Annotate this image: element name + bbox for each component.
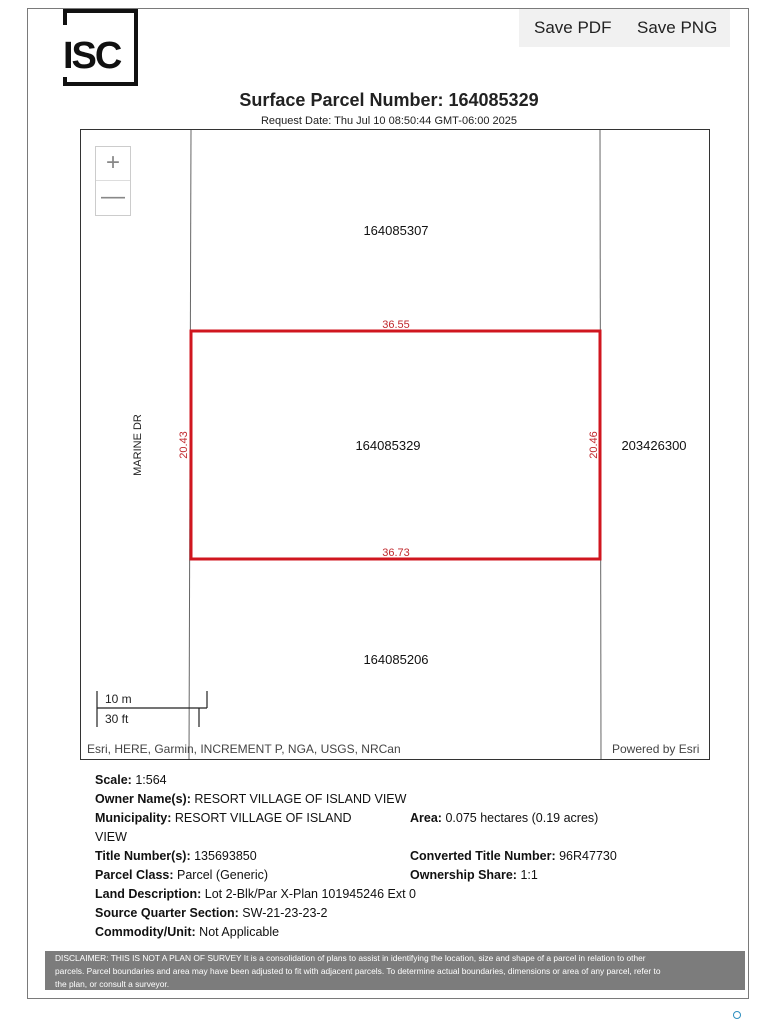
detail-owner bbox=[95, 792, 406, 806]
source-quarter-label: Source Quarter Section: bbox=[95, 906, 239, 920]
area-value: 0.075 hectares (0.19 acres) bbox=[445, 811, 599, 825]
parcel-label-south: 164085206 bbox=[363, 652, 429, 667]
map-attribution[interactable]: Esri, HERE, Garmin, INCREMENT P, NGA, USGS, NRCan bbox=[87, 742, 401, 756]
owner-value: RESORT VILLAGE OF ISLAND VIEW bbox=[194, 792, 407, 806]
detail-title-number bbox=[95, 849, 257, 863]
municipality-label: Municipality: bbox=[95, 811, 172, 825]
save-png-button[interactable]: Save PNG bbox=[637, 18, 718, 37]
detail-ownership-share bbox=[410, 868, 538, 882]
converted-title-value: 96R47730 bbox=[559, 849, 617, 863]
detail-commodity bbox=[95, 925, 279, 939]
zoom-in-button[interactable]: + bbox=[96, 147, 130, 181]
commodity-label: Commodity/Unit: bbox=[95, 925, 196, 939]
zoom-control bbox=[95, 146, 131, 216]
detail-source-quarter bbox=[95, 906, 328, 920]
detail-municipality bbox=[95, 811, 352, 825]
page-title: Surface Parcel Number: 164085329 bbox=[239, 90, 539, 110]
detail-scale bbox=[95, 773, 167, 787]
detail-converted-title bbox=[410, 849, 617, 863]
dimension-top: 36.55 bbox=[382, 319, 410, 331]
parcel-label-center: 164085329 bbox=[355, 438, 421, 453]
land-description-value: Lot 2-Blk/Par X-Plan 101945246 Ext 0 bbox=[204, 887, 416, 901]
converted-title-label: Converted Title Number: bbox=[410, 849, 556, 863]
save-toolbar bbox=[519, 9, 730, 47]
map-pin-icon bbox=[733, 1011, 741, 1019]
detail-parcel-class bbox=[95, 868, 268, 882]
parcel-label-north: 164085307 bbox=[363, 223, 429, 238]
municipality-value-1: RESORT VILLAGE OF ISLAND bbox=[174, 811, 352, 825]
zoom-out-button[interactable]: — bbox=[101, 183, 125, 210]
municipality-value-2: VIEW bbox=[95, 830, 127, 844]
parcel-class-label: Parcel Class: bbox=[95, 868, 174, 882]
area-label: Area: bbox=[410, 811, 442, 825]
land-description-label: Land Description: bbox=[95, 887, 202, 901]
title-number-value: 135693850 bbox=[194, 849, 257, 863]
parcel-label-east: 203426300 bbox=[621, 438, 687, 453]
source-quarter-value: SW-21-23-23-2 bbox=[242, 906, 328, 920]
detail-area bbox=[410, 811, 598, 825]
isc-logo: ISC bbox=[63, 9, 138, 86]
commodity-value: Not Applicable bbox=[199, 925, 280, 939]
scale-label: Scale: bbox=[95, 773, 132, 787]
ownership-share-value: 1:1 bbox=[520, 868, 538, 882]
scale-value: 1:564 bbox=[135, 773, 167, 787]
disclaimer-box bbox=[45, 951, 745, 990]
detail-land-description bbox=[95, 887, 416, 901]
parcel-class-value: Parcel (Generic) bbox=[177, 868, 269, 882]
scale-bar bbox=[97, 691, 207, 727]
disclaimer-line-1: DISCLAIMER: THIS IS NOT A PLAN OF SURVEY It is a consolidation of plans to assist in identifying the location, size and shape of a parcel in relation to other bbox=[55, 953, 646, 963]
detail-municipality-cont bbox=[95, 830, 127, 844]
dimension-right: 20.46 bbox=[588, 431, 600, 459]
title-number-label: Title Number(s): bbox=[95, 849, 191, 863]
dimension-bottom: 36.73 bbox=[382, 547, 410, 559]
ownership-share-label: Ownership Share: bbox=[410, 868, 517, 882]
save-pdf-button[interactable]: Save PDF bbox=[534, 18, 612, 37]
road-label: MARINE DR bbox=[132, 414, 144, 476]
owner-label: Owner Name(s): bbox=[95, 792, 191, 806]
powered-by-esri[interactable]: Powered by Esri bbox=[612, 742, 700, 756]
disclaimer-line-2: parcels. Parcel boundaries and area may have been adjusted to fit with adjacent parcels. To determine actual boundaries, dimensions or area of any parcel, refer to bbox=[55, 966, 661, 976]
dimension-left: 20.43 bbox=[178, 431, 190, 459]
scale-bar-imperial: 30 ft bbox=[105, 712, 129, 726]
parcel-map-svg bbox=[81, 130, 710, 760]
scale-bar-metric: 10 m bbox=[105, 692, 132, 706]
map-view[interactable] bbox=[80, 129, 710, 760]
request-date: Request Date: Thu Jul 10 08:50:44 GMT-06:00 2025 bbox=[260, 115, 518, 127]
disclaimer-line-3: the plan, or consult a surveyor. bbox=[55, 979, 170, 989]
